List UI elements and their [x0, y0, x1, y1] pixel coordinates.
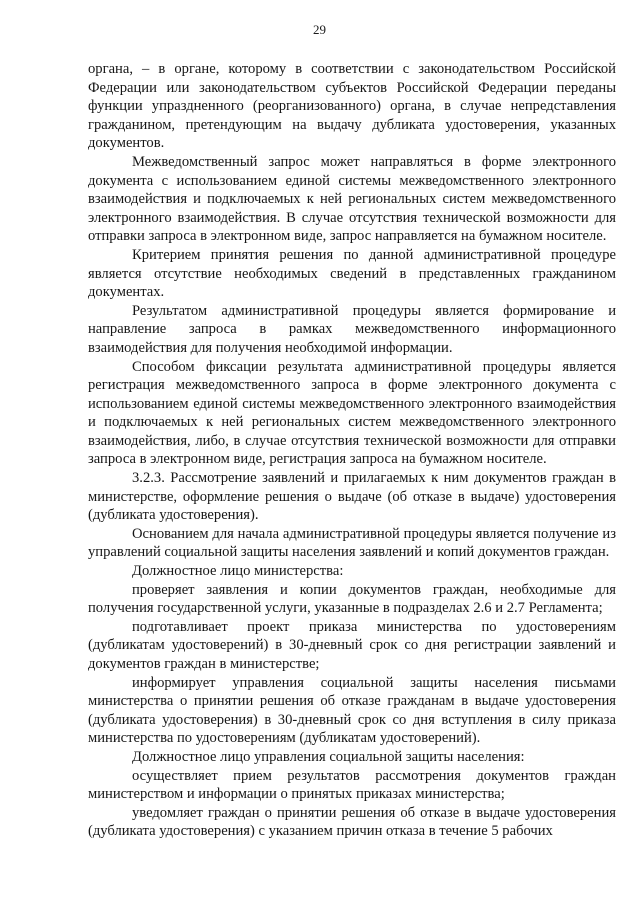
paragraph-decision-criterion: Критерием принятия решения по данной административной процедуре является отсутствие необходимых сведений в представленных гражданином документах.	[88, 246, 616, 301]
page-number: 29	[313, 22, 326, 37]
paragraph-ministry-official: Должностное лицо министерства:	[132, 563, 344, 580]
paragraph-section-3-2-3: 3.2.3. Рассмотрение заявлений и прилагаемых к ним документов граждан в министерстве, оформление решения о выдаче (об отказе в выдаче) удостоверения (дубликата удостоверения).	[88, 470, 616, 524]
paragraph-interagency-request-form: Межведомственный запрос может направляться в форме электронного документа с использованием единой системы межведомственного электронного взаимодействия и подключаемых к ней региональных систем межведомственного электронного взаимодействия. В случае отсутствия технической возможности для отправки запроса в электронном виде, запрос направляется на бумажном носителе.	[88, 153, 616, 245]
list-item: осуществляет прием результатов рассмотрения документов граждан министерством и информации о принятых приказах министерства;	[88, 767, 616, 803]
paragraph-continuation: органа, – в органе, которому в соответствии с законодательством Российской Федерации или законодательством субъектов Российской Федерации переданы функции упраздненного (реорганизованного) органа, в случае непредставления гражданином, претендующим на выдачу дубликата удостоверения, указанных документов.	[88, 61, 616, 152]
paragraph-result-recording: Способом фиксации результата административной процедуры является регистрация межведомственного запроса в форме электронного документа с использованием единой системы межведомственного электронного взаимодействия и подключаемых к ней региональных систем межведомственного электронного взаимодействия, либо, в случае отсутствия технической возможности для отправки запроса в электронном виде, регистрация запроса на бумажном носителе.	[88, 358, 616, 468]
document-body	[88, 60, 616, 841]
list-item: информирует управления социальной защиты населения письмами министерства о принятии решения об отказе гражданам в выдаче удостоверения (дубликата удостоверения) в 30-дневный срок со дня вступления в силу приказа министерства по удостоверениям (дубликатам удостоверений).	[88, 674, 616, 747]
paragraph-procedure-result: Результатом административной процедуры является формирование и направление запроса в рамках межведомственного информационного взаимодействия для получения необходимой информации.	[88, 302, 616, 356]
list-item: уведомляет граждан о принятии решения об отказе в выдаче удостоверения (дубликата удостоверения) с указанием причин отказа в течение 5 рабочих	[88, 804, 616, 840]
paragraph-procedure-basis: Основанием для начала административной процедуры является получение из управлений социальной защиты населения заявлений и копий документов граждан.	[88, 525, 616, 561]
list-item: подготавливает проект приказа министерства по удостоверениям (дубликатам удостоверений) в 30-дневный срок со дня регистрации заявлений и документов граждан в министерстве;	[88, 618, 616, 672]
paragraph-social-protection-official: Должностное лицо управления социальной защиты населения:	[132, 748, 525, 765]
list-item: проверяет заявления и копии документов граждан, необходимые для получения государственной услуги, указанные в подразделах 2.6 и 2.7 Регламента;	[88, 581, 616, 617]
